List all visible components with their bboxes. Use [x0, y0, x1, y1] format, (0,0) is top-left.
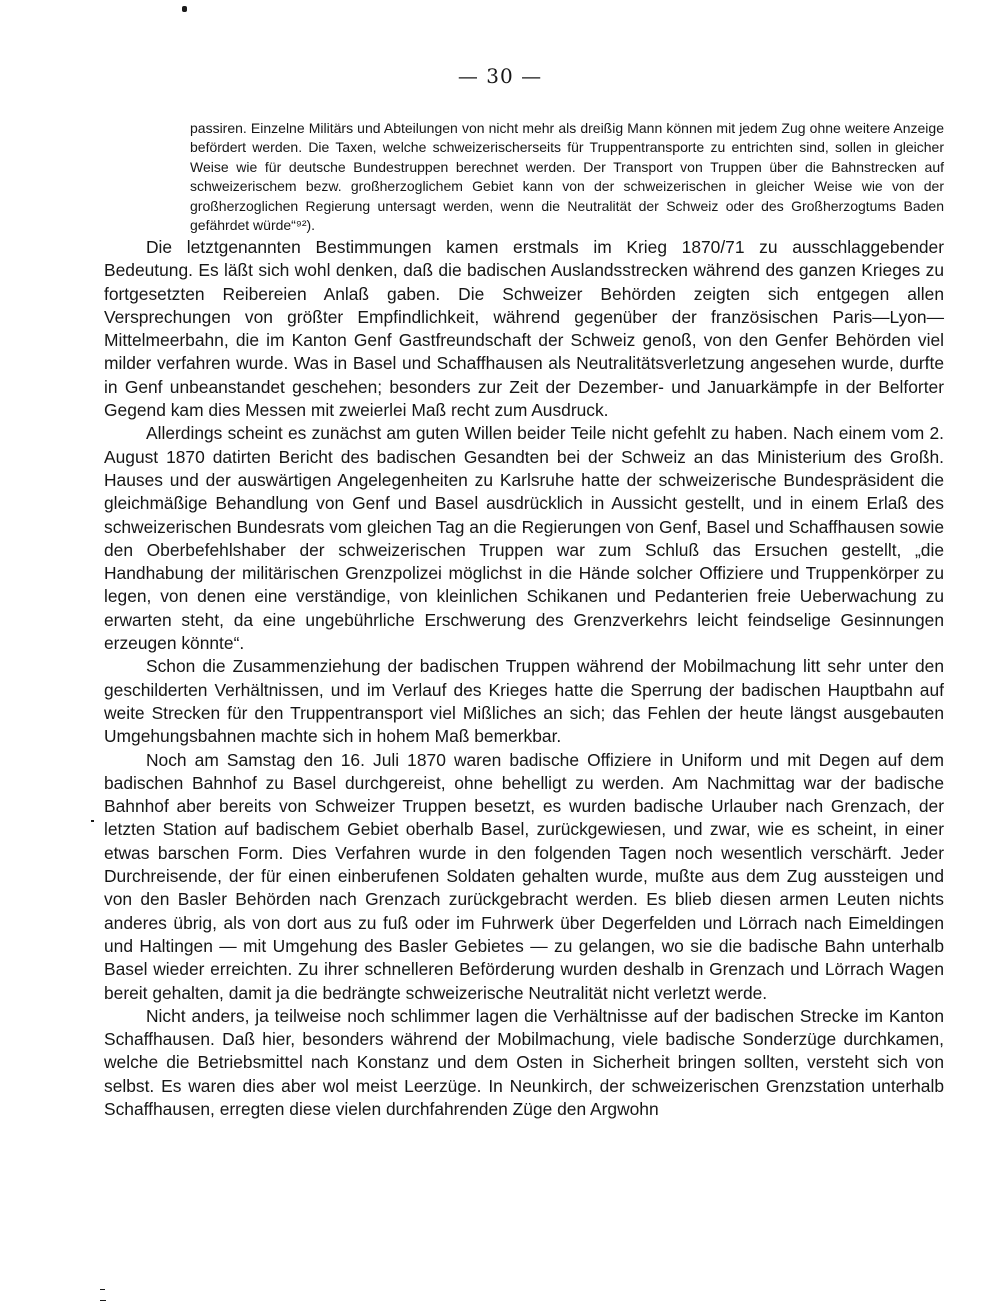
margin-mark [100, 1289, 105, 1290]
quoted-passage [190, 119, 944, 235]
margin-mark [91, 820, 94, 822]
paragraph: Nicht anders, ja teilweise noch schlimmer lagen die Verhältnisse auf der badischen Strecke im Kanton Schaffhausen. Daß hier, besonders während der Mobilmachung, viele badische Sonderzüge durchkamen, welche die Betriebsmittel nach Konstanz und dem Osten in Sicherheit bringen sollten, versteht sich von selbst. Es waren dies aber wol meist Leerzüge. In Neunkirch, der schweizerischen Grenzstation unterhalb Schaffhausen, erregten diese vielen durchfahrenden Züge den Argwohn [104, 1005, 944, 1119]
paragraph: Noch am Samstag den 16. Juli 1870 waren badische Offiziere in Uniform und mit Degen auf dem badischen Bahnhof zu Basel durchgereist, ohne behelligt zu werden. Am Nachmittag war der badische Bahnhof aber bereits von Schweizer Truppen besetzt, es wurden badische Urlauber nach Grenzach, der letzten Station auf badischem Gebiet oberhalb Basel, zurückgewiesen, und zwar, wie es scheint, in einer etwas barschen Form. Dies Verfahren wurde in den folgenden Tagen noch wesentlich verschärft. Jeder Durchreisende, der für einen einberufenen Soldaten gehalten wurde, mußte aus dem Zug aussteigen und von den Basler Behörden nach Grenzach zurückgebracht werden. Es blieb diesen armen Leuten nichts anderes übrig, als von dort aus zu fuß oder im Fuhrwerk über Degerfelden und Lörrach nach Eimeldingen und Haltingen — mit Umgehung des Basler Gebietes — zu gelangen, wo sie die badische Bahn unterhalb Basel wieder erreichten. Zu ihrer schnelleren Beförderung wurden deshalb in Grenzach und Lörrach Wagen bereit gehalten, damit ja die bedrängte schweizerische Neutralität nicht verletzt werde. [104, 749, 944, 1003]
body-text [104, 236, 944, 1121]
quote-text: passiren. Einzelne Militärs und Abteilungen von nicht mehr als dreißig Mann können mit jedem Zug ohne weitere Anzeige befördert werden. Die Taxen, welche schweizerischerseits für Truppentransporte zu entrichten sind, sollen in gleicher Weise wie für deutsche Bundestruppen berechnet werden. Der Transport von Truppen über die Bahnstrecken auf schweizerischem bezw. großherzoglichem Gebiet kann von der schweizerischen in gleicher Weise wie von der großherzoglichen Regierung untersagt werden, wenn die Neutralität der Schweiz oder des Großherzogtums Baden gefährdet würde“⁹²). [190, 120, 944, 234]
page-number: — 30 — [457, 64, 543, 88]
paragraph: Allerdings scheint es zunächst am guten Willen beider Teile nicht gefehlt zu haben. Nach einem vom 2. August 1870 datirten Bericht des badischen Gesandten bei der Schweiz an das Ministerium des Großh. Hauses und der auswärtigen Angelegenheiten zu Karlsruhe hatte der schweizerische Bundespräsident die gleichmäßige Behandlung von Genf und Basel ausdrücklich in Aussicht gestellt, und in einem Erlaß des schweizerischen Bundesrats vom gleichen Tag an die Regierungen von Genf, Basel und Schaffhausen sowie den Oberbefehlshaber der schweizerischen Truppen war zum Schluß das Ersuchen gestellt, „die Handhabung der militärischen Grenzpolizei möglichst in die Hände solcher Offiziere und Truppenkörper zu legen, von denen eine verständige, von kleinlichen Schikanen und Pedanterien freie Ueberwachung zu erwarten steht, da eine ungebührliche Erschwerung des Grenzverkehrs leicht feindselige Gesinnungen erzeugen könnte“. [104, 423, 944, 654]
margin-mark [100, 1300, 106, 1301]
paragraph: Die letztgenannten Bestimmungen kamen erstmals im Krieg 1870/71 zu ausschlaggebender Bedeutung. Es läßt sich wohl denken, daß die badischen Auslandsstrecken während des ganzen Krieges zu fortgesetzten Reibereien Anlaß gaben. Die Schweizer Behörden zeigten sich entgegen allen Versprechungen von größter Empfindlichkeit, während gegenüber der französischen Paris—Lyon—Mittelmeerbahn, die im Kanton Genf Gastfreundschaft der Schweiz genoß, von den Genfer Behörden viel milder verfahren wurde. Was in Basel und Schaffhausen als Neutralitätsverletzung angesehen wurde, durfte in Genf unbeanstandet geschehen; besonders zur Zeit der Dezember- und Januarkämpfe in der Belforter Gegend kam dies Messen mit zweierlei Maß recht zum Ausdruck. [104, 237, 944, 421]
paragraph: Schon die Zusammenziehung der badischen Truppen während der Mobilmachung litt sehr unter den geschilderten Verhältnissen, und im Verlauf des Krieges hatte die Sperrung der badischen Hauptbahn auf weite Strecken für den Truppentransport viel Mißliches an sich; das Fehlen der heute längst ausgebauten Umgehungsbahnen machte sich in hohem Maß bemerkbar. [104, 656, 944, 747]
ink-speck [182, 6, 187, 12]
